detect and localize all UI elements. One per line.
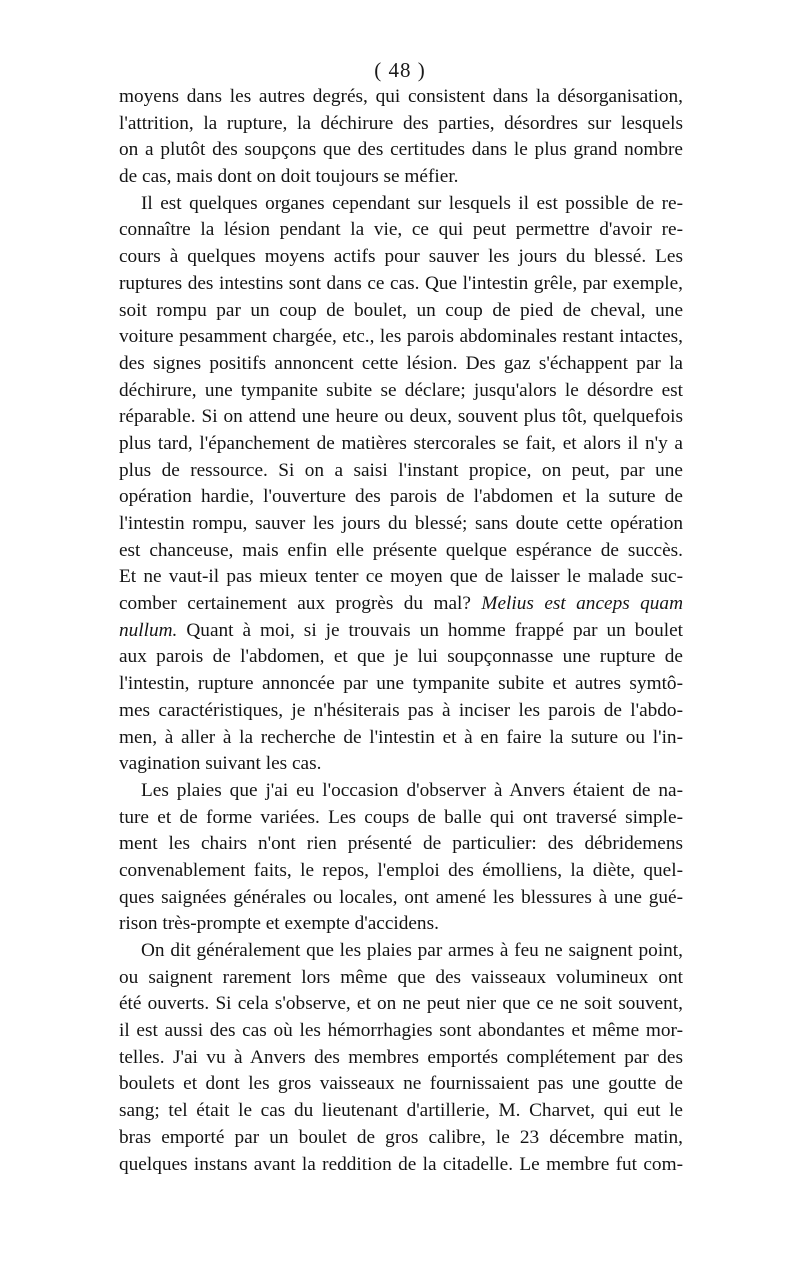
- text-line: déchirure, une tympanite subite se déclare; jusqu'alors le désordre est: [119, 379, 683, 401]
- latin-quote: Melius est anceps quam: [481, 593, 683, 615]
- text-line: sang; tel était le cas du lieutenant d'artillerie, M. Charvet, qui eut le: [119, 1100, 683, 1122]
- text-line: été ouverts. Si cela s'observe, et on ne peut nier que ce ne soit souvent,: [119, 993, 683, 1015]
- text-line: bras emporté par un boulet de gros calibre, le 23 décembre matin,: [119, 1126, 683, 1148]
- text-line: opération hardie, l'ouverture des parois de l'abdomen et la suture de: [119, 486, 683, 508]
- text-line: [119, 618, 683, 645]
- text-line: rison très-prompte et exempte d'accidens.: [119, 913, 439, 935]
- text-line: mes caractéristiques, je n'hésiterais pas à inciser les parois de l'abdo-: [119, 699, 683, 721]
- text-line: ruptures des intestins sont dans ce cas. Que l'intestin grêle, par exemple,: [119, 272, 683, 294]
- text-line: ment les chairs n'ont rien présenté de particulier: des débridemens: [119, 833, 683, 855]
- text-line: plus tard, l'épanchement de matières stercorales se fait, et alors il n'y a: [119, 432, 683, 454]
- text-line: Et ne vaut-il pas mieux tenter ce moyen que de laisser le malade suc-: [119, 566, 683, 588]
- text-line: convenablement faits, le repos, l'emploi des émolliens, la diète, quel-: [119, 859, 683, 881]
- text-line: telles. J'ai vu à Anvers des membres emportés complétement par des: [119, 1046, 683, 1068]
- text-line: moyens dans les autres degrés, qui consistent dans la désorganisation,: [119, 86, 683, 107]
- text-line: vagination suivant les cas.: [119, 753, 322, 775]
- text-line: l'intestin rompu, sauver les jours du blessé; sans doute cette opération: [119, 513, 683, 534]
- body-text: [119, 84, 683, 1178]
- text-line: cours à quelques moyens actifs pour sauver les jours du blessé. Les: [119, 246, 683, 268]
- text-line: men, à aller à la recherche de l'intestin et à en faire la suture ou l'in-: [119, 726, 683, 748]
- text-line: on a plutôt des soupçons que des certitudes dans le plus grand nombre: [119, 139, 683, 161]
- text-line: réparable. Si on attend une heure ou deux, souvent plus tôt, quelquefois: [119, 406, 683, 428]
- text-line: des signes positifs annoncent cette lésion. Des gaz s'échappent par la: [119, 352, 683, 374]
- text-line: boulets et dont les gros vaisseaux ne fournissaient pas une goutte de: [119, 1073, 683, 1095]
- latin-quote: nullum.: [119, 619, 178, 641]
- text-line: Les plaies que j'ai eu l'occasion d'observer à Anvers étaient de na-: [141, 779, 683, 801]
- text-line: [119, 591, 683, 618]
- text-line: Il est quelques organes cependant sur lesquels il est possible de re-: [141, 192, 683, 214]
- text-line: plus de ressource. Si on a saisi l'instant propice, on peut, par une: [119, 459, 683, 481]
- text-line: On dit généralement que les plaies par armes à feu ne saignent point,: [141, 940, 683, 961]
- text-line: de cas, mais dont on doit toujours se méfier.: [119, 166, 459, 188]
- text-line: voiture pesamment chargée, etc., les parois abdominales restant intactes,: [119, 326, 683, 348]
- text-line: l'intestin, rupture annoncée par une tympanite subite et autres symtô-: [119, 673, 683, 695]
- text-line: l'attrition, la rupture, la déchirure des parties, désordres sur lesquels: [119, 112, 683, 134]
- text-line: ques saignées générales ou locales, ont amené les blessures à une gué-: [119, 886, 683, 908]
- text-line: ou saignent rarement lors même que des vaisseaux volumineux ont: [119, 966, 683, 988]
- text-line: est chanceuse, mais enfin elle présente quelque espérance de succès.: [119, 539, 683, 561]
- text-line: il est aussi des cas où les hémorrhagies sont abondantes et même mor-: [119, 1020, 683, 1042]
- page-number: ( 48 ): [374, 58, 426, 82]
- text-line: quelques instans avant la reddition de la citadelle. Le membre fut com-: [119, 1153, 683, 1175]
- text-line: aux parois de l'abdomen, et que je lui soupçonnasse une rupture de: [119, 646, 683, 668]
- text-line: soit rompu par un coup de boulet, un coup de pied de cheval, une: [119, 299, 683, 321]
- text-line: ture et de forme variées. Les coups de balle qui ont traversé simple-: [119, 806, 683, 828]
- text-line: connaître la lésion pendant la vie, ce qui peut permettre d'avoir re-: [119, 219, 683, 241]
- text-segment: comber certainement aux progrès du mal?: [119, 593, 471, 615]
- text-segment: Quant à moi, si je trouvais un homme frappé par un boulet: [186, 619, 683, 641]
